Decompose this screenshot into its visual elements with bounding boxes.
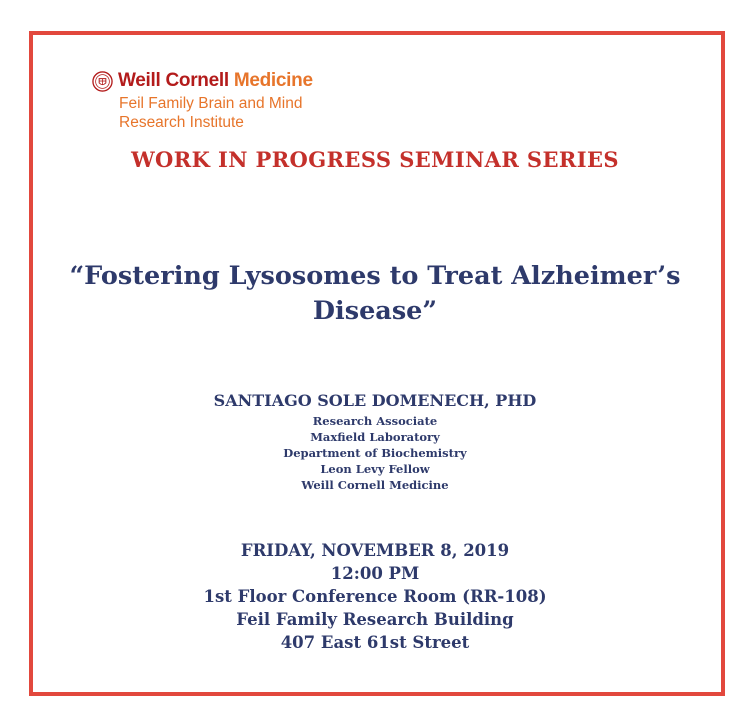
institute-name-line2: Research Institute (119, 114, 244, 131)
university-seal-icon (92, 71, 113, 92)
speaker-name: SANTIAGO SOLE DOMENECH, PHD (213, 391, 537, 410)
affiliation-line: Weill Cornell Medicine (301, 478, 449, 492)
logo-brand-primary: Weill Cornell (118, 70, 229, 91)
logo-brand-secondary: Medicine (233, 70, 313, 91)
talk-title: “Fostering Lysosomes to Treat Alzheimer’s Disease” (69, 261, 681, 326)
speaker-affiliations (0, 413, 750, 493)
institute-name-line1: Feil Family Brain and Mind (119, 95, 303, 112)
event-address: 407 East 61st Street (280, 633, 470, 652)
event-building: Feil Family Research Building (236, 610, 514, 629)
event-room: 1st Floor Conference Room (RR-108) (203, 587, 547, 606)
logo-wordmark (92, 68, 352, 94)
affiliation-line: Department of Biochemistry (283, 446, 467, 460)
institution-logo (92, 68, 352, 132)
event-time: 12:00 PM (330, 564, 420, 583)
series-title: WORK IN PROGRESS SEMINAR SERIES (131, 147, 619, 172)
affiliation-line: Research Associate (312, 414, 438, 428)
event-date: FRIDAY, NOVEMBER 8, 2019 (240, 541, 510, 560)
event-details (0, 539, 750, 654)
affiliation-line: Maxfield Laboratory (310, 430, 440, 444)
affiliation-line: Leon Levy Fellow (320, 462, 430, 476)
